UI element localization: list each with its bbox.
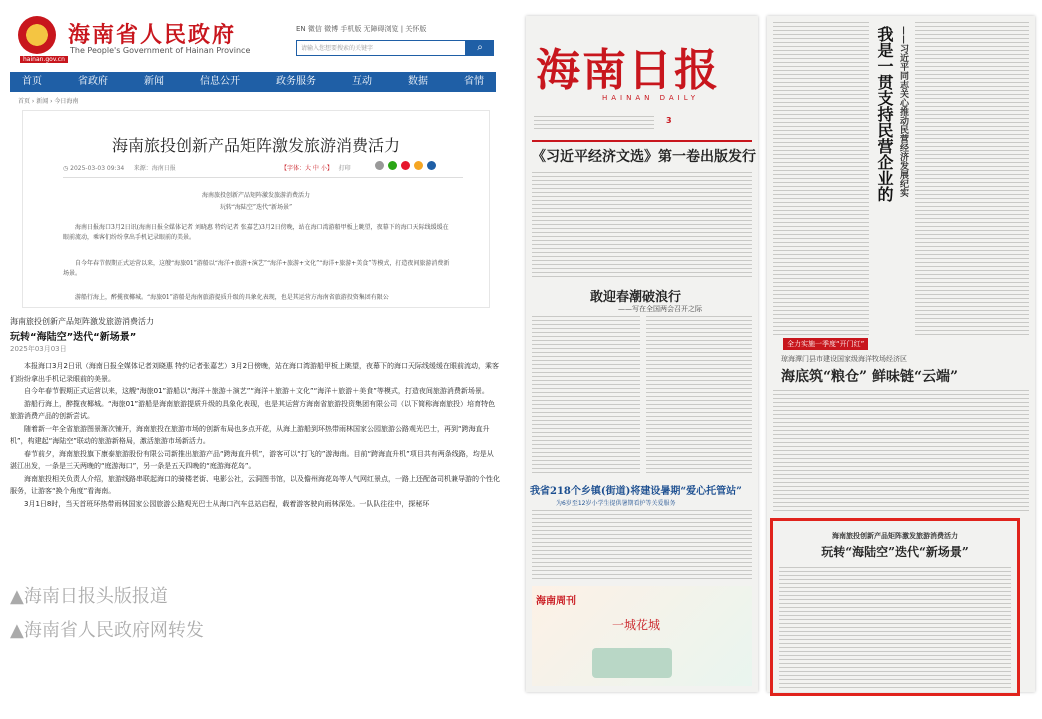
font-size-control[interactable] [281,163,351,172]
headline: 敢迎春潮破浪行 [590,290,682,305]
headline: 海底筑“粮仓” 鲜味链“云端” [781,369,959,385]
qzone-icon[interactable] [414,161,423,170]
text-column [915,22,1029,338]
article-headline: 玩转“海陆空”迭代“新场景” [10,332,137,343]
article-date: 2025-03-03 09:34 [70,165,125,172]
main-nav [10,72,496,92]
article-card [22,110,490,308]
paragraph: 自今年春节假期正式运营以来，这艘“海旅01”游船以“海洋＋旅游＋演艺”“海洋＋旅游＋文化”“海洋＋旅游＋美食”等模式，打造夜间旅游消费新场景。 [24,387,489,395]
page-number: 3 [666,116,672,125]
ad-title: 海南周刊 [536,596,576,607]
paragraph: 随着新一年全省旅游图景渐次铺开，海南旅投在旅游市场的创新布局也多点开花，从海上游船到环热带雨林国家公园旅游公路观光巴士，再到“跨海直升机”，构建起“海陆空”联动的旅游新格局，激活旅游市场新活力。 [10,424,490,445]
paragraph: 海南日报海口3月2日讯(海南日报全媒体记者 刘晓惠 特约记者 张嘉艺)3月2日傍晚，站在海口湾游船甲板上眺望，夜幕下的海口天际线缓缓在眼前流动，乘客们纷纷拿出手机记录眼前的美景。 [63,224,449,241]
newspaper-front-page [526,16,758,692]
nav-item-data[interactable]: 数据 [408,76,428,87]
caption-newspaper: ▲海南日报头版报道 [10,586,168,607]
nav-item-info[interactable]: 信息公开 [200,76,240,87]
text-column [773,390,1029,512]
ad-image [592,648,672,678]
site-url: hainan.gov.cn [20,56,68,63]
search-input[interactable]: 请输入您想要搜索的关键字 [296,40,466,56]
divider [63,177,463,178]
site-title: 海南省人民政府 [68,22,237,48]
wechat-icon[interactable] [388,161,397,170]
more-share-icon[interactable] [427,161,436,170]
advertisement [532,586,752,686]
nav-item-news[interactable]: 新闻 [144,76,164,87]
text-column [779,567,1011,689]
lead-kicker: 海南旅投创新产品矩阵激发旅游消费活力 [201,192,310,199]
nav-item-government[interactable]: 省政府 [78,76,108,87]
article-kicker: 海南旅投创新产品矩阵激发旅游消费活力 [10,317,154,326]
paragraph: 游船行海上，醉揽夜椰城。“海旅01”游船是海南旅游提质升级的具象化表现，也是其运营方海南省旅游投资集团有限公司（以下简称海南旅投）培育特色旅游消费产品的创新尝试。 [10,399,496,420]
paragraph: 3月1日8时，当天首班环热带雨林国家公园旅游公路观光巴士从海口汽车总站启程，载着游客驶向雨林深处。一队队往往中，探秘环 [24,499,430,508]
article-body [10,316,500,546]
caption-gov-site: ▲海南省人民政府网转发 [10,620,204,641]
weibo-icon[interactable] [401,161,410,170]
paragraph: 海南旅投相关负责人介绍，旅游线路串联起海口的骑楼老街、电影公社，云洞图书馆，以及儋州海花岛等人气网红景点，一路上还配备司机兼导游的个性化服务，让游客“换个角度”看海南。 [10,474,500,495]
vertical-subheadline: ——习近平同志关心推动民营经济发展纪实 [898,26,908,197]
text-column [532,510,752,582]
masthead: 海南日报 [536,45,720,96]
box-kicker: 海南旅投创新产品矩阵激发旅游消费活力 [832,532,958,540]
paragraph: 本报海口3月2日讯（海南日报全媒体记者刘晓惠 特约记者张嘉艺）3月2日傍晚，站在海口湾游船甲板上眺望，夜幕下的海口天际线缓缓在眼前流动，乘客们纷纷拿出手机记录眼前的美景。 [10,362,500,383]
text-column [532,316,640,474]
article-meta [63,163,176,172]
subheadline: 琼海潭门县市建设国家级海洋牧场经济区 [781,355,907,363]
highlighted-article-box [770,518,1020,696]
text-column [532,172,752,280]
nav-item-interaction[interactable]: 互动 [352,76,372,87]
search-icon: ⌕ [477,42,483,53]
article-source: 来源：海南日报 [133,165,176,172]
share-icon[interactable] [375,161,384,170]
site-subtitle: The People's Government of Hainan Province [70,46,251,55]
nav-item-home[interactable]: 首页 [22,76,42,87]
subheadline: ——写在全国两会召开之际 [618,305,702,313]
ad-slogan: 一城花城 [612,618,661,632]
clock-icon: ◷ [63,165,71,172]
nav-item-province[interactable]: 省情 [464,76,484,87]
print-link[interactable]: 打印 [338,165,351,172]
national-emblem-icon [18,16,56,54]
text-column [773,22,869,338]
nav-item-services[interactable]: 政务服务 [276,76,316,87]
share-buttons [375,161,436,170]
search-button[interactable] [466,40,494,56]
article-date: 2025年03月03日 [10,345,67,353]
subheadline: 为6岁至12岁小学生提供暑期看护等关爱服务 [556,500,676,507]
paragraph: 游船行海上，醉揽夜椰城。“海旅01”游船是海南旅游提质升级的具象化表现，也是其运营方海南省旅游投资集团有限公 [75,294,389,301]
divider [532,140,752,142]
issue-info [534,116,654,132]
headline: 《习近平经济文选》第一卷出版发行 [532,149,756,165]
headline: 我省218个乡镇(街道)将建设暑期“爱心托管站” [530,486,742,497]
font-size-label[interactable]: 【字体：大 中 小】 [281,165,333,172]
lead-title: 玩转“海陆空”迭代“新场景” [219,204,293,211]
text-column [646,316,752,474]
gov-site-screenshot [10,6,498,306]
masthead-en: HAINAN DAILY [602,94,699,102]
box-headline: 玩转“海陆空”迭代“新场景” [821,545,969,559]
paragraph: 春节前夕，海南旅投旗下康泰旅游股份有限公司新推出旅游产品“跨海直升机”，游客可以“打飞的”游海南。目前“跨海直升机”项目共有两条线路，均是从湛江出发，一条是三天两晚的“庭游海口”，另一条是五天四晚的“庭游海花岛”。 [10,449,494,470]
top-links[interactable]: EN 微信 微博 手机版 无障碍浏览 | 关怀版 [296,25,427,33]
breadcrumb[interactable]: 首页 › 新闻 › 今日海南 [18,98,79,105]
section-tag: 全力实施一季度“开门红” [783,338,868,350]
vertical-headline: 我是一贯支持民营企业的 [875,26,894,202]
article-title: 海南旅投创新产品矩阵激发旅游消费活力 [111,136,400,155]
paragraph: 自今年春节假期正式运营以来，这艘“海旅01”游船以“海洋+旅游+演艺”“海洋+旅游+文化”“海洋+旅游+美食”等模式，打造夜间旅游消费新场景。 [63,260,450,277]
